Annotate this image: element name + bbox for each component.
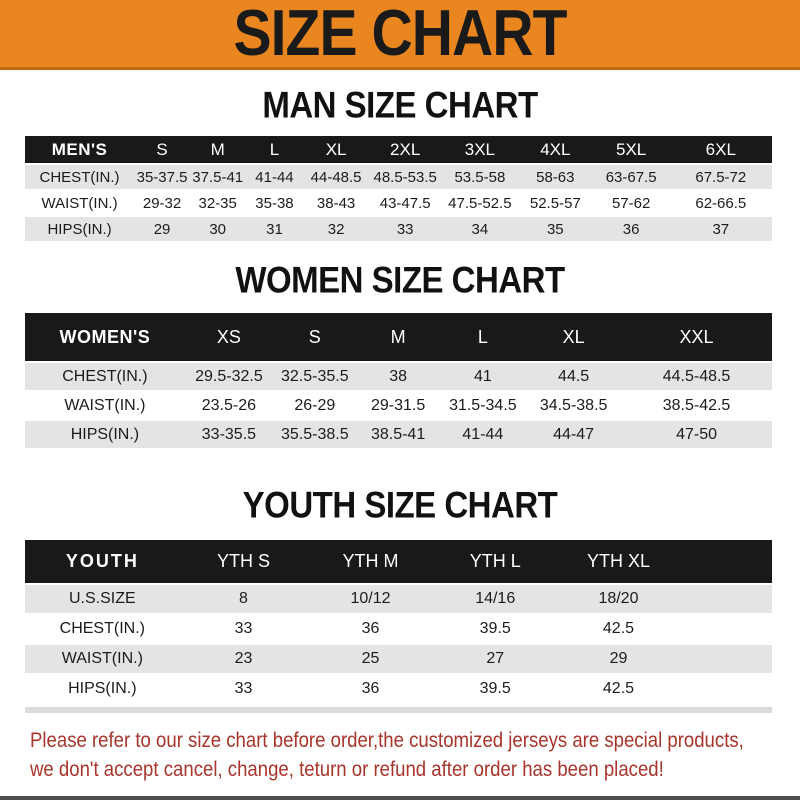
- column-header: M: [190, 136, 245, 163]
- size-value-cell: 29.5-32.5: [185, 363, 273, 390]
- size-value-cell: 33: [180, 675, 308, 703]
- size-value-cell: 62-66.5: [670, 191, 772, 215]
- size-value-cell: 18/20: [557, 585, 680, 613]
- size-value-cell: 52.5-57: [518, 191, 593, 215]
- empty-header-cell: [680, 540, 772, 583]
- size-value-cell: 42.5: [557, 675, 680, 703]
- table-row: [25, 585, 772, 613]
- table-row: [25, 615, 772, 643]
- size-value-cell: 29-32: [134, 191, 190, 215]
- size-value-cell: 42.5: [557, 615, 680, 643]
- disclaimer-line-2: we don't accept cancel, change, teturn or refund after order has been placed!: [30, 758, 664, 781]
- disclaimer-text: [30, 726, 744, 784]
- column-header: M: [357, 313, 440, 361]
- row-label: CHEST(IN.): [25, 615, 180, 643]
- column-header: XS: [185, 313, 273, 361]
- women-size-table: [25, 311, 772, 450]
- size-value-cell: 57-62: [593, 191, 670, 215]
- column-header: 4XL: [518, 136, 593, 163]
- row-label: WAIST(IN.): [25, 392, 185, 419]
- table-row: [25, 392, 772, 419]
- size-value-cell: 53.5-58: [442, 165, 518, 189]
- youth-table-bottom-strip: [25, 707, 772, 713]
- size-value-cell: 32: [304, 217, 369, 241]
- size-value-cell: 38.5-41: [357, 421, 440, 448]
- size-value-cell: 33: [180, 615, 308, 643]
- size-value-cell: 25: [307, 645, 433, 673]
- size-value-cell: 29: [557, 645, 680, 673]
- size-value-cell: 47.5-52.5: [442, 191, 518, 215]
- size-value-cell: 34.5-38.5: [526, 392, 621, 419]
- size-value-cell: 38.5-42.5: [621, 392, 772, 419]
- table-row: [25, 675, 772, 703]
- size-value-cell: 44-48.5: [304, 165, 369, 189]
- women-header-row: [25, 313, 772, 361]
- size-value-cell: 63-67.5: [593, 165, 670, 189]
- column-header: YTH XL: [557, 540, 680, 583]
- size-value-cell: 32-35: [190, 191, 245, 215]
- youth-header-row: [25, 540, 772, 583]
- size-value-cell: 32.5-35.5: [273, 363, 357, 390]
- size-value-cell: 43-47.5: [369, 191, 442, 215]
- size-value-cell: 26-29: [273, 392, 357, 419]
- column-header: L: [440, 313, 527, 361]
- column-header: 2XL: [369, 136, 442, 163]
- size-value-cell: 37.5-41: [190, 165, 245, 189]
- row-label: CHEST(IN.): [25, 363, 185, 390]
- men-size-table: [25, 134, 772, 243]
- size-value-cell: 41-44: [440, 421, 527, 448]
- size-chart-banner: [0, 0, 800, 70]
- column-header: 5XL: [593, 136, 670, 163]
- column-header: YTH S: [180, 540, 308, 583]
- column-header: S: [134, 136, 190, 163]
- row-label: WAIST(IN.): [25, 645, 180, 673]
- size-value-cell: 38: [357, 363, 440, 390]
- empty-cell: [680, 585, 772, 613]
- column-header: XL: [526, 313, 621, 361]
- size-value-cell: 36: [307, 675, 433, 703]
- row-label: HIPS(IN.): [25, 675, 180, 703]
- size-value-cell: 29: [134, 217, 190, 241]
- size-value-cell: 14/16: [434, 585, 557, 613]
- size-value-cell: 41-44: [245, 165, 303, 189]
- size-value-cell: 44.5-48.5: [621, 363, 772, 390]
- column-header: XXL: [621, 313, 772, 361]
- size-value-cell: 29-31.5: [357, 392, 440, 419]
- youth-size-heading: YOUTH SIZE CHART: [242, 483, 558, 526]
- size-value-cell: 44.5: [526, 363, 621, 390]
- women-size-heading: WOMEN SIZE CHART: [235, 258, 565, 301]
- size-value-cell: 34: [442, 217, 518, 241]
- row-label: HIPS(IN.): [25, 217, 134, 241]
- table-row: [25, 363, 772, 390]
- size-value-cell: 23.5-26: [185, 392, 273, 419]
- table-row: [25, 191, 772, 215]
- size-value-cell: 31.5-34.5: [440, 392, 527, 419]
- size-value-cell: 35-37.5: [134, 165, 190, 189]
- size-value-cell: 8: [180, 585, 308, 613]
- size-value-cell: 31: [245, 217, 303, 241]
- men-header-row: [25, 136, 772, 163]
- size-value-cell: 10/12: [307, 585, 433, 613]
- size-value-cell: 35-38: [245, 191, 303, 215]
- empty-cell: [680, 615, 772, 643]
- youth-table-label: YOUTH: [25, 540, 180, 583]
- row-label: CHEST(IN.): [25, 165, 134, 189]
- size-value-cell: 36: [307, 615, 433, 643]
- row-label: HIPS(IN.): [25, 421, 185, 448]
- column-header: XL: [304, 136, 369, 163]
- size-value-cell: 67.5-72: [670, 165, 772, 189]
- table-row: [25, 421, 772, 448]
- disclaimer-line-1: Please refer to our size chart before order,the customized jerseys are special products,: [30, 729, 744, 752]
- women-table-label: WOMEN'S: [25, 313, 185, 361]
- column-header: S: [273, 313, 357, 361]
- size-value-cell: 35.5-38.5: [273, 421, 357, 448]
- size-value-cell: 39.5: [434, 615, 557, 643]
- size-value-cell: 33-35.5: [185, 421, 273, 448]
- column-header: YTH L: [434, 540, 557, 583]
- size-value-cell: 44-47: [526, 421, 621, 448]
- row-label: U.S.SIZE: [25, 585, 180, 613]
- column-header: 3XL: [442, 136, 518, 163]
- row-label: WAIST(IN.): [25, 191, 134, 215]
- size-value-cell: 48.5-53.5: [369, 165, 442, 189]
- empty-cell: [680, 645, 772, 673]
- size-value-cell: 30: [190, 217, 245, 241]
- table-row: [25, 645, 772, 673]
- size-value-cell: 36: [593, 217, 670, 241]
- size-value-cell: 35: [518, 217, 593, 241]
- empty-cell: [680, 675, 772, 703]
- men-table-label: MEN'S: [25, 136, 134, 163]
- size-value-cell: 58-63: [518, 165, 593, 189]
- table-row: [25, 217, 772, 241]
- size-value-cell: 38-43: [304, 191, 369, 215]
- size-value-cell: 41: [440, 363, 527, 390]
- size-value-cell: 39.5: [434, 675, 557, 703]
- column-header: YTH M: [307, 540, 433, 583]
- column-header: 6XL: [670, 136, 772, 163]
- size-value-cell: 33: [369, 217, 442, 241]
- bottom-edge-strip: [0, 796, 800, 800]
- size-value-cell: 47-50: [621, 421, 772, 448]
- size-value-cell: 37: [670, 217, 772, 241]
- table-row: [25, 165, 772, 189]
- column-header: L: [245, 136, 303, 163]
- size-value-cell: 27: [434, 645, 557, 673]
- man-size-heading: MAN SIZE CHART: [262, 83, 538, 126]
- youth-size-table: [25, 538, 772, 705]
- size-value-cell: 23: [180, 645, 308, 673]
- banner-title: SIZE CHART: [233, 0, 567, 70]
